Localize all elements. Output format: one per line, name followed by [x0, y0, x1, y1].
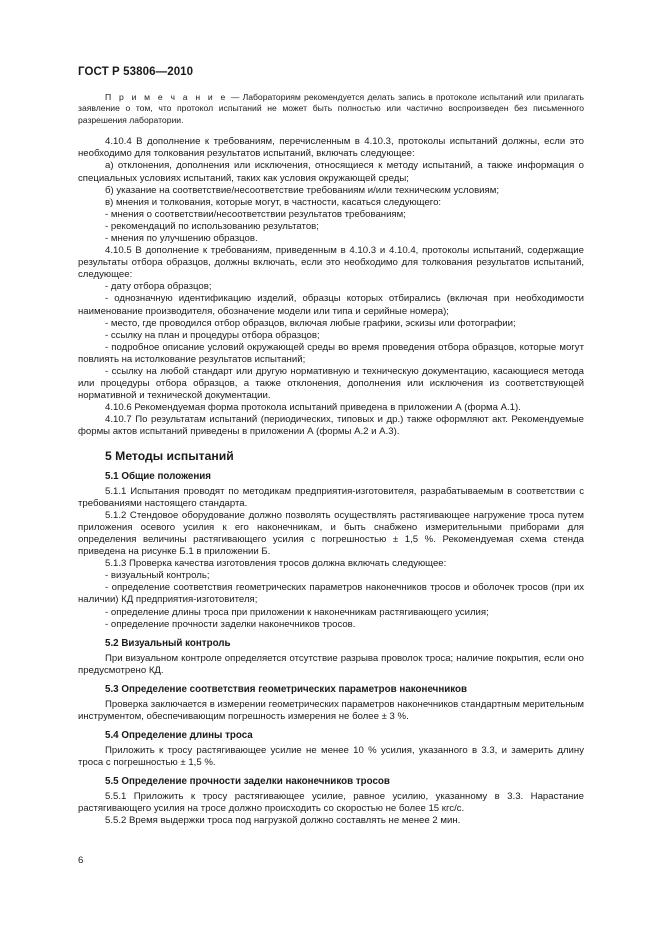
list-item: - однозначную идентификацию изделий, образцы которых отбирались (включая при необходимости наименование производителя, обозначение модели или типа и серийные номера);	[78, 293, 584, 317]
section-5-heading: 5 Методы испытаний	[105, 448, 234, 463]
list-item-b: б) указание на соответствие/несоответствие требованиям и/или техническим условиям;	[105, 184, 499, 196]
note-text: — Лабораториям рекомендуется делать запись в протоколе испытаний или прилагать заявление о том, что протокол испытаний не может быть полностью или частично воспроизведен без письменного разрешения лаборатории.	[78, 92, 584, 125]
list-item: - место, где проводился отбор образцов, включая любые графики, эскизы или фотографии;	[105, 317, 516, 329]
para-4-10-6: 4.10.6 Рекомендуемая форма протокола испытаний приведена в приложении А (форма А.1).	[105, 402, 521, 414]
list-item: - дату отбора образцов;	[105, 281, 212, 293]
para-5-3: Проверка заключается в измерении геометрических параметров наконечников стандартным мерительным инструментом, обеспечивающим погрешность измерения не более ± 3 %.	[78, 698, 584, 722]
page-number: 6	[78, 855, 84, 866]
list-item: - визуальный контроль;	[105, 570, 210, 582]
section-5-5-heading: 5.5 Определение прочности заделки наконечников тросов	[105, 776, 390, 788]
list-item: - мнения по улучшению образцов.	[105, 232, 258, 244]
para-4-10-7: 4.10.7 По результатам испытаний (периодических, типовых и др.) также оформляют акт. Рекомендуемые формы актов испытаний приведены в приложении А (формы А.2 и А.3).	[78, 414, 584, 438]
para-5-1-2: 5.1.2 Стендовое оборудование должно позволять осуществлять растягивающее нагружение троса путем приложения осевого усилия к его наконечникам, и быть снабжено измерительными приборами для определения величины растягивающего усилия с погрешностью ± 1,5 %. Рекомендуемая схема стенда приведена на рисунке Б.1 в приложении Б.	[78, 509, 584, 558]
section-5-3-heading: 5.3 Определение соответствия геометрических параметров наконечников	[105, 683, 468, 695]
para-5-5-1: 5.5.1 Приложить к тросу растягивающее усилие, равное усилию, указанному в 3.3. Нарастание растягивающего усилия на тросе должно происходить со скоростью не более 15 кгс/с.	[78, 791, 584, 815]
para-4-10-5: 4.10.5 В дополнение к требованиям, приведенным в 4.10.3 и 4.10.4, протоколы испытаний, содержащие результаты отбора образцов, должны включать, если это необходимо для толкования результатов испытаний, следующее:	[78, 245, 584, 281]
list-item-v: в) мнения и толкования, которые могут, в частности, касаться следующего:	[105, 196, 442, 208]
list-item: - рекомендаций по использованию результатов;	[105, 220, 319, 232]
para-5-4: Приложить к тросу растягивающее усилие не менее 10 % усилия, указанного в 3.3, и замерить длину троса с погрешностью ± 1,5 %.	[78, 745, 584, 769]
page-content	[78, 92, 584, 828]
list-item: - определение соответствия геометрических параметров наконечников тросов и оболочек тросов (при их наличии) КД предприятия-изготовителя;	[78, 582, 584, 606]
para-5-2: При визуальном контроле определяется отсутствие разрыва проволок троса; наличие покрытия, если оно предусмотрено КД.	[78, 652, 584, 676]
standard-header: ГОСТ Р 53806—2010	[78, 66, 194, 78]
note-paragraph	[78, 92, 584, 126]
para-5-1-3: 5.1.3 Проверка качества изготовления тросов должна включать следующее:	[105, 558, 447, 570]
note-label: П р и м е ч а н и е	[105, 92, 228, 102]
list-item: - ссылку на любой стандарт или другую нормативную и техническую документацию, касающиеся метода или процедуры отбора образцов, а также отклонения, дополнения или исключения из соответствующей нормативной и технической документации.	[78, 366, 584, 402]
section-5-1-heading: 5.1 Общие положения	[105, 470, 212, 482]
list-item: - определение прочности заделки наконечников тросов.	[105, 618, 356, 630]
list-item-a: а) отклонения, дополнения или исключения, относящиеся к методу испытаний, а также информация о специальных условиях испытаний, таких как условия окружающей среды;	[78, 160, 584, 184]
para-5-1-1: 5.1.1 Испытания проводят по методикам предприятия-изготовителя, разрабатываемым в соответствии с требованиями настоящего стандарта.	[78, 485, 584, 509]
list-item: - определение длины троса при приложении к наконечникам растягивающего усилия;	[105, 606, 489, 618]
list-item: - подробное описание условий окружающей среды во время проведения отбора образцов, которые могут повлиять на истолкование результатов испытаний;	[78, 341, 584, 365]
para-5-5-2: 5.5.2 Время выдержки троса под нагрузкой должно составлять не менее 2 мин.	[105, 815, 461, 827]
list-item: - мнения о соответствии/несоответствии результатов требованиям;	[105, 208, 406, 220]
para-4-10-4: 4.10.4 В дополнение к требованиям, перечисленным в 4.10.3, протоколы испытаний должны, если это необходимо для толкования результатов испытаний, включать следующее:	[78, 136, 584, 160]
list-item: - ссылку на план и процедуры отбора образцов;	[105, 329, 320, 341]
section-5-4-heading: 5.4 Определение длины троса	[105, 730, 253, 742]
section-5-2-heading: 5.2 Визуальный контроль	[105, 637, 231, 649]
